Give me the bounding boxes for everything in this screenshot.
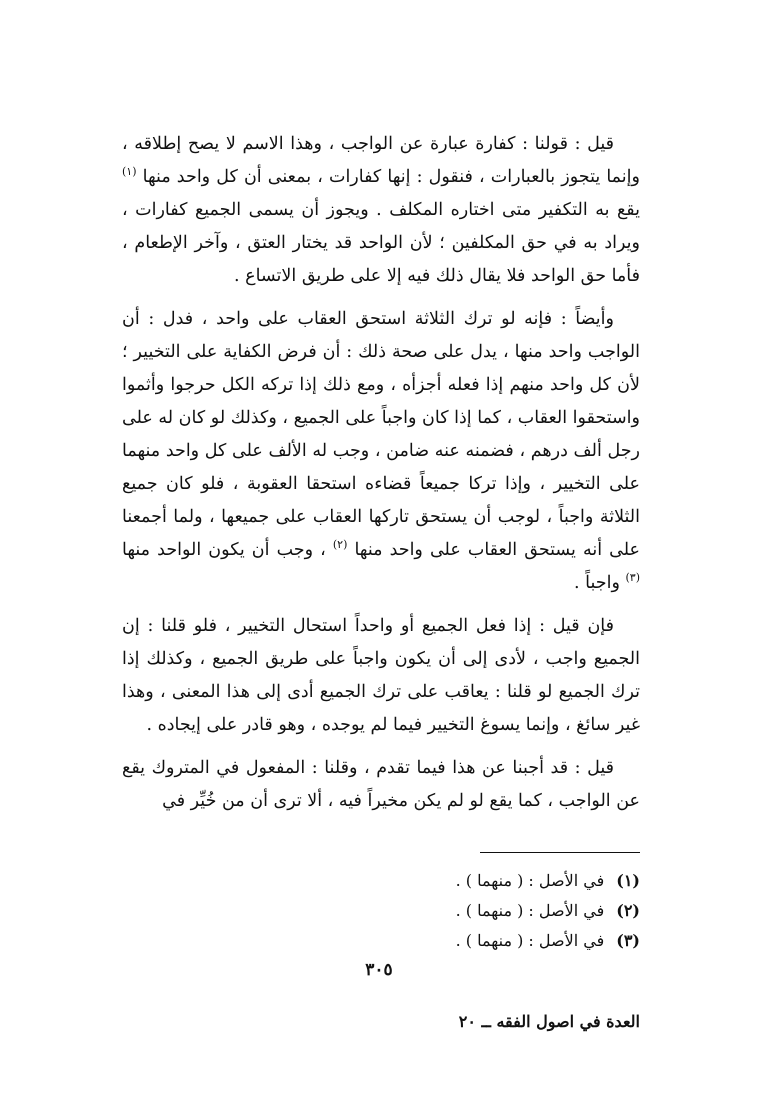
paragraph-text: فإن قيل : إذا فعل الجميع أو واحداً استحال التخيير ، فلو قلنا : إن الجميع واجب ، لأدى إلى أن يكون واجباً على طريق الجميع ، وكذلك إذا ترك الجميع لو قلنا : يعاقب على ترك الجميع أدى إلى هذا المعنى ، وهذا غير سائغ ، وإنما يسوغ التخيير فيما لم يوجده ، وهو قادر على إيجاده . [122,616,640,735]
footnote-marker: (٣) [625,571,640,585]
footnote [240,896,640,926]
footnote-number: (٢) [616,901,640,920]
book-signature: العدة في اصول الفقه ــ ٢٠ [458,1012,640,1031]
footnote-number: (١) [616,871,640,890]
page-number: ٣٠٥ [365,960,393,980]
paragraph-text: قيل : قولنا : كفارة عبارة عن الواجب ، وهذا الاسم لا يصح إطلاقه ، وإنما يتجوز بالعبارات ، فنقول : إنها كفارات ، بمعنى أن كل واحد منها [122,134,640,187]
main-text [122,128,640,828]
paragraph-text: وأيضاً : فإنه لو ترك الثلاثة استحق العقاب على واحد ، فدل : أن الواجب واحد منها ، يدل على صحة ذلك : أن فرض الكفاية على التخيير ؛ لأن كل واحد منهم إذا فعله أجزأه ، ومع ذلك إذا تركه الكل حرجوا وأثموا واستحقوا العقاب ، كما إذا كان واجباً على الجميع ، وكذلك لو كان له على رجل ألف درهم ، فضمنه عنه ضامن ، وجب له الألف على كل واحد منهما على التخيير ، وإذا تركا جميعاً قضاءه استحقا العقوبة ، فلو كان جميع الثلاثة واجباً ، لوجب أن يستحق تاركها العقاب على جميعها ، ولما أجمعنا على أنه يستحق العقاب على واحد منها [122,309,640,560]
footnote-number: (٣) [616,931,640,950]
footnote-marker: (٢) [332,538,348,552]
paragraph-2 [122,303,640,600]
footnote-text: في الأصل : ( منهما ) . [455,931,605,950]
footnote-text: في الأصل : ( منهما ) . [455,871,605,890]
footnote-text: في الأصل : ( منهما ) . [455,901,605,920]
paragraph-text: قيل : قد أجبنا عن هذا فيما تقدم ، وقلنا : المفعول في المتروك يقع عن الواجب ، كما يقع لو لم يكن مخيراً فيه ، ألا ترى أن من خُيِّر في [122,758,640,811]
footnote [240,866,640,896]
footnote [240,926,640,956]
paragraph-text: واجباً . [574,573,626,593]
paragraph-4 [122,752,640,818]
footnotes [240,866,640,956]
paragraph-1 [122,128,640,293]
paragraph-text: يقع به التكفير متى اختاره المكلف . ويجوز أن يسمى الجميع كفارات ، ويراد به في حق المكلفين ؛ لأن الواحد قد يختار العتق ، وآخر الإطعام ، فأما حق الواحد فلا يقال ذلك فيه إلا على طريق الاتساع . [122,200,640,286]
footnote-marker: (١) [122,165,137,179]
paragraph-text: ، وجب أن يكون الواحد منها [122,540,333,560]
paragraph-3 [122,610,640,742]
footnote-divider [480,852,640,853]
